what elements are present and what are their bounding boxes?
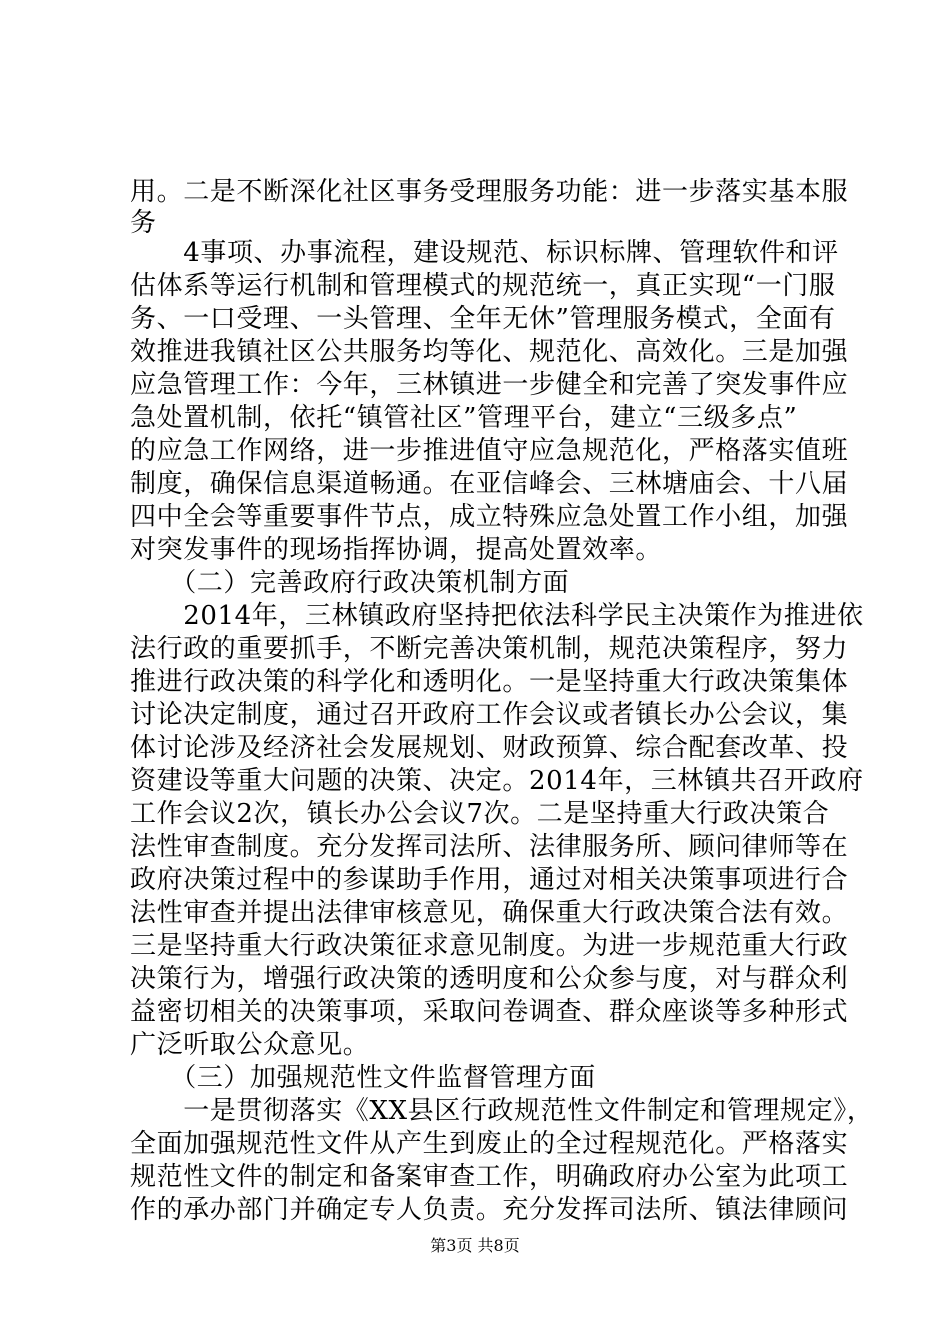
- body-text-line: 广泛听取公众意见。: [130, 1030, 370, 1060]
- body-text-line: 作的承办部门并确定专人负责。充分发挥司法所、镇法律顾问: [130, 1195, 849, 1225]
- body-text-line: 体讨论涉及经济社会发展规划、财政预算、综合配套改革、投: [130, 733, 849, 763]
- body-text-line: 法行政的重要抓手，不断完善决策机制，规范决策程序，努力: [130, 634, 849, 664]
- body-text-line: 政府决策过程中的参谋助手作用，通过对相关决策事项进行合: [130, 865, 849, 895]
- body-text-line: 4事项、办事流程，建设规范、标识标牌、管理软件和评: [130, 238, 839, 268]
- body-text-line: 急处置机制，依托“镇管社区”管理平台，建立“三级多点”: [130, 403, 798, 433]
- body-text-line: 制度，确保信息渠道畅通。在亚信峰会、三林塘庙会、十八届: [130, 469, 849, 499]
- page-number-footer: 第3页 共8页: [430, 1236, 520, 1255]
- body-text-line: 讨论决定制度，通过召开政府工作会议或者镇长办公会议，集: [130, 700, 849, 730]
- body-text-line: 工作会议2次，镇长办公会议7次。二是坚持重大行政决策合: [130, 799, 830, 829]
- body-text-line: 规范性文件的制定和备案审查工作，明确政府办公室为此项工: [130, 1162, 849, 1192]
- body-text-line: 全面加强规范性文件从产生到废止的全过程规范化。严格落实: [130, 1129, 849, 1159]
- body-text-line: 法性审查并提出法律审核意见，确保重大行政决策合法有效。: [130, 898, 849, 928]
- body-text-line: 四中全会等重要事件节点，成立特殊应急处置工作小组，加强: [130, 502, 849, 532]
- body-text-line: 推进行政决策的科学化和透明化。一是坚持重大行政决策集体: [130, 667, 849, 697]
- body-text-line: 三是坚持重大行政决策征求意见制度。为进一步规范重大行政: [130, 931, 849, 961]
- body-text-line: 应急管理工作：今年，三林镇进一步健全和完善了突发事件应: [130, 370, 849, 400]
- body-text-line: 法性审查制度。充分发挥司法所、法律服务所、顾问律师等在: [130, 832, 849, 862]
- body-text-line: 决策行为，增强行政决策的透明度和公众参与度，对与群众利: [130, 964, 849, 994]
- body-text-line: 效推进我镇社区公共服务均等化、规范化、高效化。三是加强: [130, 337, 849, 367]
- body-text-line: 的应急工作网络，进一步推进值守应急规范化，严格落实值班: [130, 436, 849, 466]
- body-text-line: 2014年，三林镇政府坚持把依法科学民主决策作为推进依: [130, 601, 864, 631]
- section-heading: （二）完善政府行政决策机制方面: [130, 568, 570, 598]
- body-text-line: 对突发事件的现场指挥协调，提高处置效率。: [130, 535, 663, 565]
- body-text-line: 估体系等运行机制和管理模式的规范统一，真正实现“一门服: [130, 271, 836, 301]
- body-text-line: 资建设等重大问题的决策、决定。2014年，三林镇共召开政府: [130, 766, 864, 796]
- body-text-line: 务、一口受理、一头管理、全年无休”管理服务模式，全面有: [130, 304, 836, 334]
- body-text-line: 一是贯彻落实《XX县区行政规范性文件制定和管理规定》，: [130, 1096, 874, 1126]
- section-heading: （三）加强规范性文件监督管理方面: [130, 1063, 596, 1093]
- body-text-line: 用。二是不断深化社区事务受理服务功能：进一步落实基本服: [130, 177, 849, 207]
- body-text-line: 务: [130, 208, 157, 238]
- body-text-line: 益密切相关的决策事项，采取问卷调查、群众座谈等多种形式: [130, 997, 849, 1027]
